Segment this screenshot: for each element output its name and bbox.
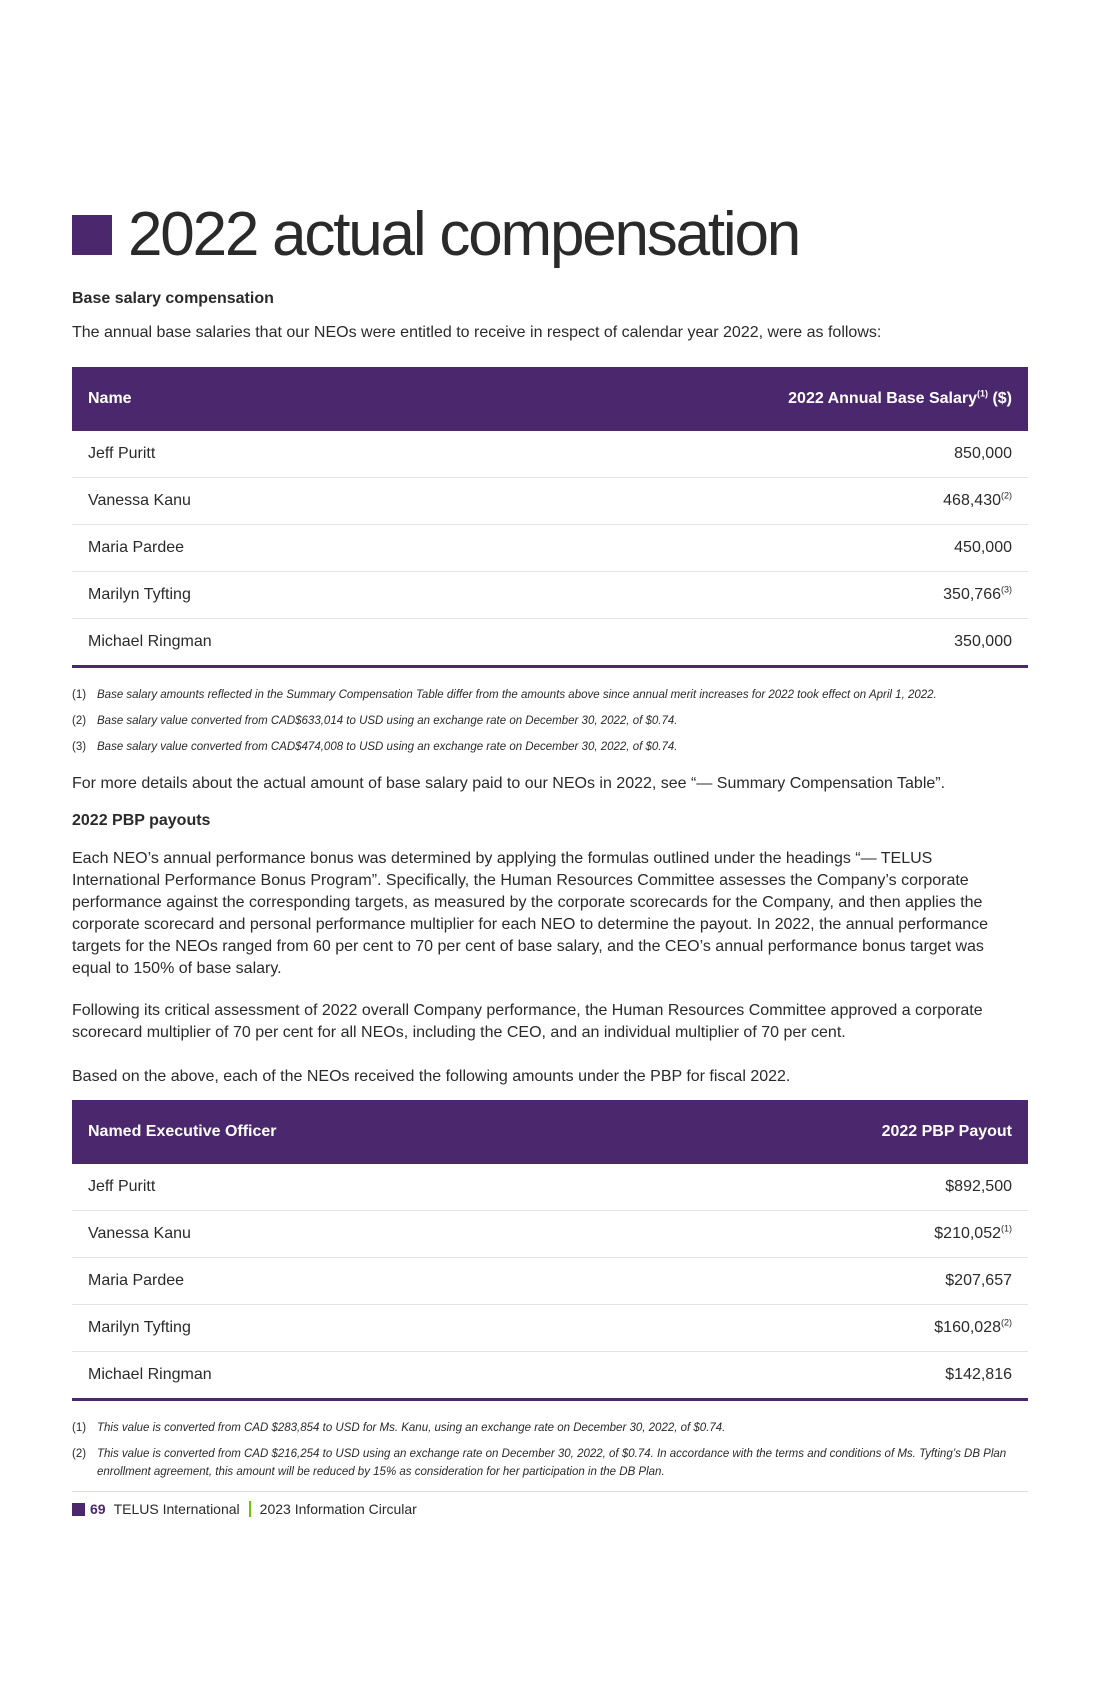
table-row	[72, 572, 1028, 619]
footnote-text: Base salary value converted from CAD$633,014 to USD using an exchange rate on December 30, 2022, of $0.74.	[97, 715, 678, 727]
row-name: Jeff Puritt	[72, 1164, 623, 1211]
table-row	[72, 1305, 1028, 1352]
base-salary-table	[72, 367, 1028, 668]
column-header-label: 2022 Annual Base Salary	[788, 390, 977, 407]
footnote-ref: (2)	[1001, 490, 1012, 501]
row-value	[623, 1211, 1029, 1258]
row-value	[434, 478, 1028, 525]
row-value-text: $207,657	[945, 1272, 1012, 1289]
row-value-text: 468,430	[943, 492, 1001, 509]
row-name: Michael Ringman	[72, 1352, 623, 1400]
row-name: Maria Pardee	[72, 525, 434, 572]
footnote	[72, 712, 1028, 730]
more-details-text: For more details about the actual amount of base salary paid to our NEOs in 2022, see “— Summary Compensation Table”.	[72, 775, 946, 792]
row-value	[623, 1164, 1029, 1211]
page-number: 69	[90, 1501, 106, 1517]
row-value-text: $142,816	[945, 1366, 1012, 1383]
base-salary-intro: The annual base salaries that our NEOs were entitled to receive in respect of calendar year 2022, were as follows:	[72, 324, 882, 341]
row-name: Michael Ringman	[72, 619, 434, 667]
footer-divider	[72, 1491, 1028, 1492]
footnote-number: (1)	[72, 1422, 87, 1434]
row-value	[623, 1258, 1029, 1305]
title-row	[72, 200, 799, 270]
footnote-ref: (3)	[1001, 584, 1012, 595]
pbp-payout-table	[72, 1100, 1028, 1401]
table-row	[72, 619, 1028, 667]
footnote-text: Base salary value converted from CAD$474,008 to USD using an exchange rate on December 30, 2022, of $0.74.	[97, 741, 678, 753]
page-title: 2022 actual compensation	[128, 200, 800, 269]
row-value-text: 350,766	[943, 586, 1001, 603]
row-name: Marilyn Tyfting	[72, 572, 434, 619]
row-value	[434, 619, 1028, 667]
footer-separator	[249, 1501, 251, 1517]
table-row	[72, 1211, 1028, 1258]
base-salary-heading: Base salary compensation	[72, 290, 274, 307]
pbp-footnotes	[72, 1419, 1028, 1489]
footnote	[72, 738, 1028, 756]
footer-marker-square	[72, 1503, 85, 1516]
footnote-number: (2)	[72, 1448, 87, 1460]
row-value	[434, 431, 1028, 478]
row-value-text: $892,500	[945, 1178, 1012, 1195]
row-value	[434, 525, 1028, 572]
footnote-ref: (2)	[1001, 1317, 1012, 1328]
table-row	[72, 1258, 1028, 1305]
table-row	[72, 1352, 1028, 1400]
page-footer	[72, 1501, 417, 1517]
table-row	[72, 1164, 1028, 1211]
footnote-ref: (1)	[977, 388, 988, 399]
footnote-ref: (1)	[1001, 1223, 1012, 1234]
row-name: Vanessa Kanu	[72, 1211, 623, 1258]
footnote-number: (3)	[72, 741, 87, 753]
table-row	[72, 431, 1028, 478]
row-name: Maria Pardee	[72, 1258, 623, 1305]
row-name: Marilyn Tyfting	[72, 1305, 623, 1352]
base-salary-footnotes	[72, 686, 1028, 764]
pbp-paragraph-1: Each NEO’s annual performance bonus was determined by applying the formulas outlined under the headings “— TELUS International Performance Bonus Program”. Specifically, the Human Resources Committee assesses the Company’s corporate performance against the corresponding targets, as measured by the corporate scorecards for the Company, and then applies the corporate scorecard and personal performance multiplier for each NEO to determine the payout. In 2022, the annual performance targets for the NEOs ranged from 60 per cent to 70 per cent of base salary, and the CEO’s annual performance bonus target was equal to 150% of base salary.	[72, 850, 989, 977]
pbp-heading: 2022 PBP payouts	[72, 812, 211, 829]
row-name: Jeff Puritt	[72, 431, 434, 478]
row-value	[623, 1352, 1029, 1400]
column-header-pbp-payout: 2022 PBP Payout	[623, 1100, 1029, 1164]
row-value-text: 450,000	[954, 539, 1012, 556]
footnote-number: (1)	[72, 689, 87, 701]
title-marker-square	[72, 215, 112, 255]
row-name: Vanessa Kanu	[72, 478, 434, 525]
table-row	[72, 525, 1028, 572]
footnote	[72, 686, 1028, 704]
footnote	[72, 1419, 1028, 1437]
footnote-text: Base salary amounts reflected in the Summary Compensation Table differ from the amounts above since annual merit increases for 2022 took effect on April 1, 2022.	[97, 689, 937, 701]
table-header-row	[72, 1100, 1028, 1164]
column-header-officer: Named Executive Officer	[72, 1100, 623, 1164]
footnote-text: This value is converted from CAD $283,854 to USD for Ms. Kanu, using an exchange rate on December 30, 2022, of $0.74.	[97, 1422, 726, 1434]
footer-company: TELUS International	[113, 1501, 240, 1517]
footnote	[72, 1445, 1028, 1481]
row-value	[434, 572, 1028, 619]
pbp-paragraph-3: Based on the above, each of the NEOs received the following amounts under the PBP for fiscal 2022.	[72, 1068, 791, 1085]
pbp-paragraph-2: Following its critical assessment of 2022 overall Company performance, the Human Resources Committee approved a corporate scorecard multiplier of 70 per cent for all NEOs, including the CEO, and an individual multiplier of 70 per cent.	[72, 1002, 983, 1041]
row-value-text: $160,028	[934, 1319, 1001, 1336]
footnote-number: (2)	[72, 715, 87, 727]
table-header-row	[72, 367, 1028, 431]
table-row	[72, 478, 1028, 525]
row-value-text: 850,000	[954, 445, 1012, 462]
row-value-text: 350,000	[954, 633, 1012, 650]
footer-document-title: 2023 Information Circular	[259, 1501, 417, 1517]
footnote-text: This value is converted from CAD $216,254 to USD using an exchange rate on December 30, 2022, of $0.74. In accordance with the terms and conditions of Ms. Tyfting’s DB Plan enrollment agreement, this amount will be reduced by 15% as consideration for her participation in the DB Plan.	[97, 1448, 1007, 1478]
column-header-name: Name	[72, 367, 434, 431]
column-header-unit: ($)	[988, 390, 1012, 407]
column-header-base-salary	[434, 367, 1028, 431]
row-value-text: $210,052	[934, 1225, 1001, 1242]
row-value	[623, 1305, 1029, 1352]
